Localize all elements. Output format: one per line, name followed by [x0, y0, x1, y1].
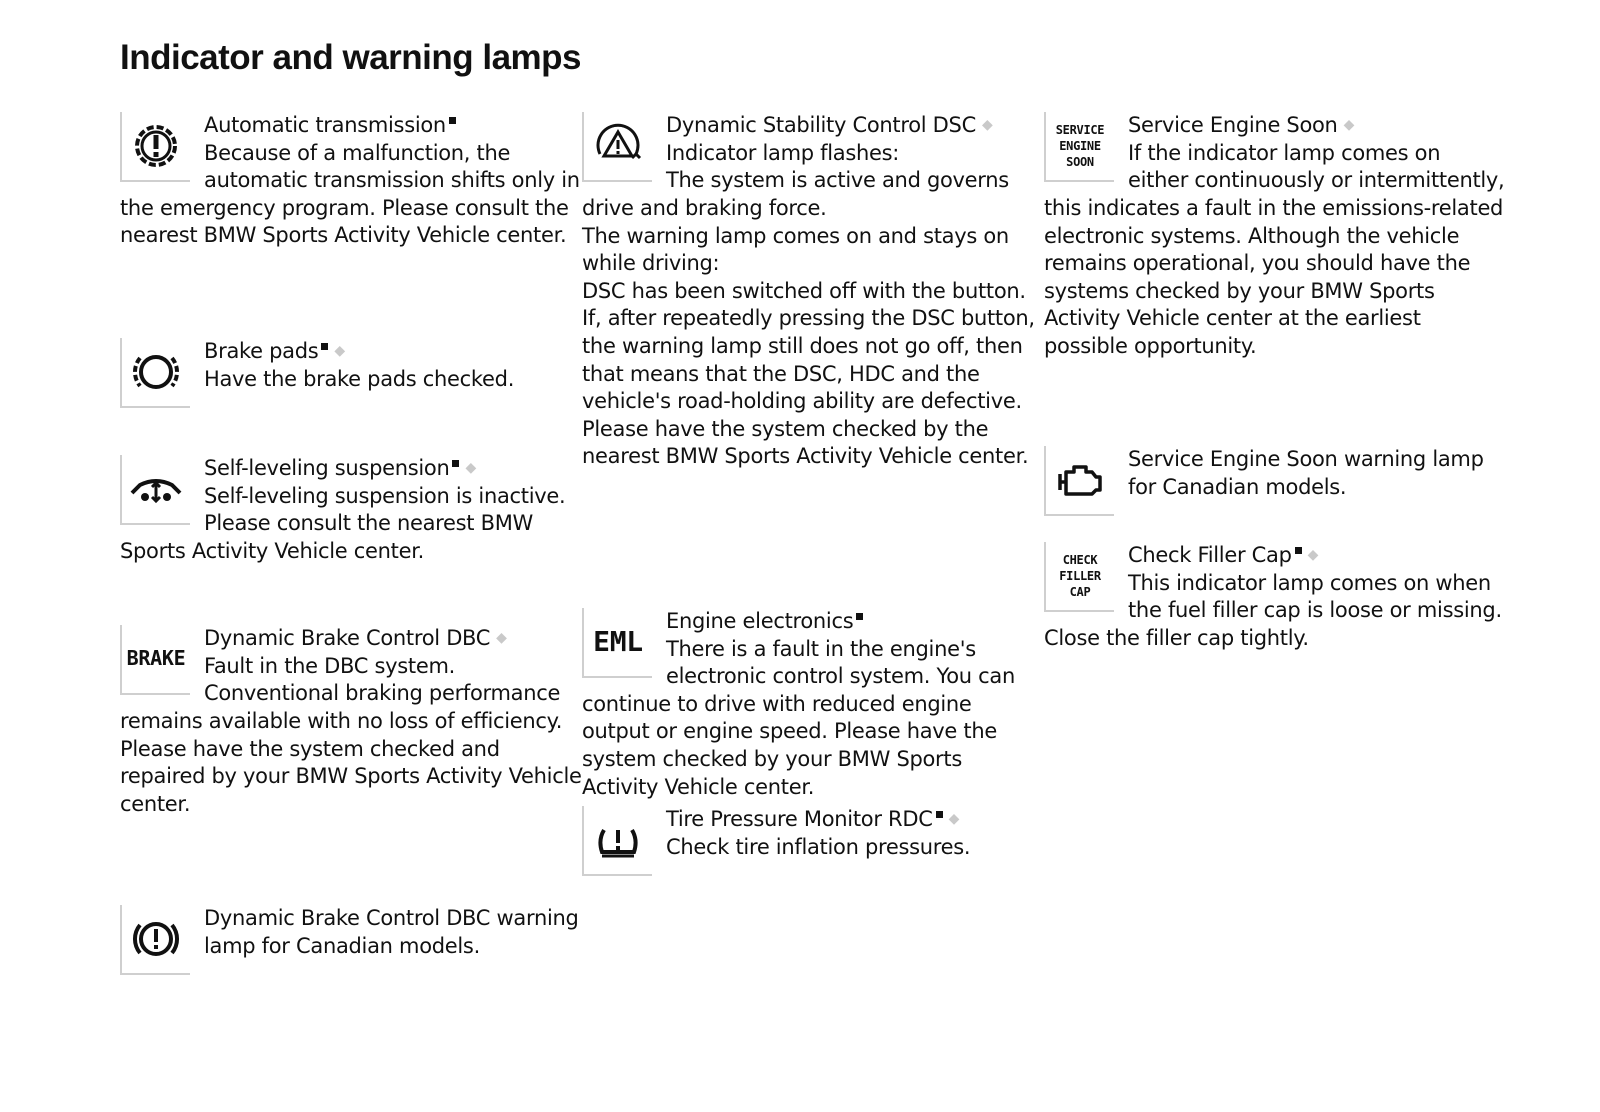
entry-title: Dynamic Brake Control DBC warning lamp for Canadian models.: [204, 906, 579, 958]
entry-title: Service Engine Soon warning lamp for Canadian models.: [1128, 447, 1484, 499]
entry-service-engine-soon-canada: [1044, 446, 1506, 518]
canada-diamond-icon: ◆: [948, 811, 960, 828]
canada-diamond-icon: ◆: [1343, 117, 1355, 134]
entry-rdc: [582, 806, 1044, 878]
marker-square-icon: [449, 117, 456, 124]
brake-exclamation-icon: [120, 905, 190, 975]
vehicle-level-icon: [120, 455, 190, 525]
entry-title: Check Filler Cap: [1128, 543, 1292, 567]
canada-diamond-icon: ◆: [465, 460, 476, 477]
marker-square-icon: [452, 460, 459, 467]
entry-text: Please have the system checked by the nearest BMW Sports Activity Vehicle center.: [582, 416, 1029, 469]
entry-text: Have the brake pads checked.: [204, 366, 515, 391]
canada-diamond-icon: ◆: [1307, 547, 1319, 564]
engine-icon: [1044, 446, 1114, 516]
entry-text: Close the filler cap tightly.: [1044, 625, 1309, 650]
marker-square-icon: [1295, 547, 1302, 554]
entry-title: Dynamic Stability Control DSC: [666, 113, 976, 137]
eml-text-icon: EML: [582, 608, 652, 678]
entry-title: Tire Pressure Monitor RDC: [666, 807, 933, 831]
entry-dbc-canada: [120, 905, 582, 977]
service-engine-soon-text-icon: SERVICE ENGINE SOON: [1044, 112, 1114, 182]
entry-title: Automatic transmission: [204, 113, 446, 137]
marker-square-icon: [856, 613, 863, 620]
entry-automatic-transmission: [120, 112, 582, 250]
canada-diamond-icon: ◆: [334, 343, 345, 360]
gear-warning-icon: [120, 112, 190, 182]
entry-text: There is a fault in the engine's electronic control system. You can continue to drive with reduced engine output or engine speed. Please have the system checked by your BMW Sports Activity Vehicle center.: [582, 636, 1015, 799]
canada-diamond-icon: ◆: [981, 117, 993, 134]
entry-title: Self-leveling suspension: [204, 456, 450, 480]
brake-text-icon: BRAKE: [120, 625, 190, 695]
triangle-arrow-icon: [582, 112, 652, 182]
brake-pad-wear-icon: [120, 338, 190, 408]
marker-square-icon: [936, 811, 943, 818]
marker-square-icon: [321, 343, 328, 350]
entry-text: DSC has been switched off with the button. If, after repeatedly pressing the DSC button, the warning lamp still does not go off, then that means that the DSC, HDC and the vehicle's road-holding ability are defective.: [582, 278, 1035, 414]
entry-text: Fault in the DBC system.: [204, 653, 455, 678]
entry-text: Indicator lamp flashes:: [666, 140, 900, 165]
entry-title: Brake pads: [204, 339, 319, 363]
canada-diamond-icon: ◆: [496, 630, 507, 647]
check-filler-cap-text-icon: CHECK FILLER CAP: [1044, 542, 1114, 612]
entry-text: The warning lamp comes on and stays on while driving:: [582, 223, 1009, 276]
entry-text: This indicator lamp comes on when the fuel filler cap is loose or missing.: [1128, 570, 1502, 623]
tire-pressure-icon: [582, 806, 652, 876]
entry-text: Self-leveling suspension is inactive. Please consult the nearest BMW Sports Activity Vehicle center.: [120, 483, 566, 563]
entry-text: Check tire inflation pressures.: [666, 834, 971, 859]
entry-title: Service Engine Soon: [1128, 113, 1338, 137]
entry-brake-pads: [120, 338, 582, 410]
page-title: Indicator and warning lamps: [120, 38, 582, 77]
entry-title: Engine electronics: [666, 609, 854, 633]
entry-text: The system is active and governs drive and braking force.: [582, 168, 1009, 220]
entry-self-leveling: [120, 455, 582, 566]
entry-text: Because of a malfunction, the automatic transmission shifts only in the emergency program. Please consult the nearest BMW Sports Activity Vehicle center.: [120, 140, 580, 248]
entry-check-filler-cap: [1044, 542, 1506, 653]
entry-service-engine-soon: [1044, 112, 1506, 361]
entry-title: Dynamic Brake Control DBC: [204, 626, 491, 650]
entry-dsc: [582, 112, 1044, 471]
entry-text: Conventional braking performance remains available with no loss of efficiency.: [120, 681, 563, 733]
entry-engine-electronics: [582, 608, 1044, 801]
entry-text: Please have the system checked and repaired by your BMW Sports Activity Vehicle center.: [120, 736, 582, 816]
entry-dbc: [120, 625, 582, 818]
entry-text: If the indicator lamp comes on either continuously or intermittently, this indicates a fault in the emissions-related electronic systems. Although the vehicle remains operational, you should have the systems checked by your BMW Sports Activity Vehicle center at the earliest possible opportunity.: [1044, 140, 1505, 358]
